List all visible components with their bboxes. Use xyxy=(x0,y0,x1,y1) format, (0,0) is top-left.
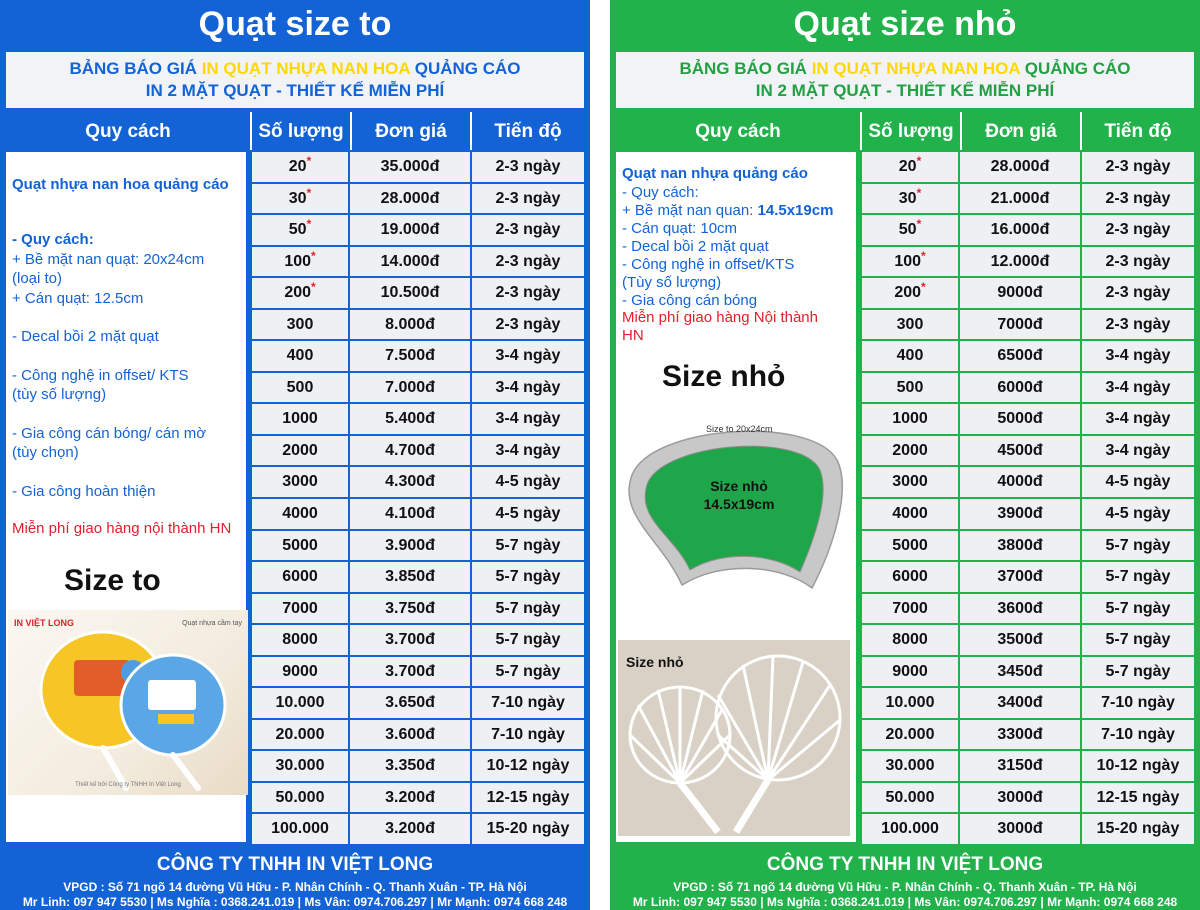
quantity-cell xyxy=(862,247,960,279)
quantity-value: 400 xyxy=(286,347,314,365)
price-cell: 6000đ xyxy=(960,373,1082,405)
lead-time-cell: 2-3 ngày xyxy=(1082,247,1194,279)
price-cell: 3000đ xyxy=(960,783,1082,815)
subhead-prefix: BẢNG BÁO GIÁ xyxy=(69,59,202,78)
quantity-cell xyxy=(862,436,960,468)
quantity-cell xyxy=(252,184,350,216)
quantity-value: 5000 xyxy=(282,536,318,554)
quantity-value: 10.000 xyxy=(885,694,935,712)
quantity-value: 100.000 xyxy=(271,820,329,838)
lead-time-cell: 2-3 ngày xyxy=(472,215,584,247)
lead-time-cell: 5-7 ngày xyxy=(1082,562,1194,594)
lead-time-cell: 2-3 ngày xyxy=(1082,152,1194,184)
lead-time-cell: 10-12 ngày xyxy=(1082,751,1194,783)
size-label: Size nhỏ xyxy=(662,360,786,393)
lead-time-cell: 2-3 ngày xyxy=(472,184,584,216)
table-row xyxy=(252,688,584,720)
table-row xyxy=(252,247,584,279)
quantity-value: 7000 xyxy=(282,599,318,617)
price-cell: 4.300đ xyxy=(350,467,472,499)
lead-time-cell: 2-3 ngày xyxy=(1082,184,1194,216)
company-name: CÔNG TY TNHH IN VIỆT LONG xyxy=(766,854,1044,875)
table-row xyxy=(862,341,1194,373)
quantity-value: 10.000 xyxy=(275,694,325,712)
table-row xyxy=(862,814,1194,846)
lead-time-cell: 2-3 ngày xyxy=(472,278,584,310)
quantity-value: 50.000 xyxy=(275,788,325,806)
quantity-cell xyxy=(862,814,960,846)
quantity-value: 9000 xyxy=(892,662,928,680)
spec-title: Quạt nhựa nan hoa quảng cáo xyxy=(12,176,229,193)
quantity-value: 500 xyxy=(896,378,924,396)
quantity-value: 100 xyxy=(894,252,922,270)
lead-time-cell: 12-15 ngày xyxy=(1082,783,1194,815)
header-spec: Quy cách xyxy=(616,112,862,150)
company-address: VPGD : Số 71 ngõ 14 đường Vũ Hữu - P. Nhân Chính - Q. Thanh Xuân - TP. Hà Nội xyxy=(63,880,527,894)
quantity-cell xyxy=(252,404,350,436)
quantity-value: 30 xyxy=(288,189,307,207)
table-row xyxy=(252,436,584,468)
spec-title: Quạt nan nhựa quảng cáo xyxy=(622,165,808,182)
price-cell: 3150đ xyxy=(960,751,1082,783)
quantity-value: 5000 xyxy=(892,536,928,554)
table-row xyxy=(252,499,584,531)
table-row xyxy=(862,720,1194,752)
spec-finish: - Gia công cán bóng/ cán mờ (tùy chọn) xyxy=(12,425,207,461)
quantity-value: 7000 xyxy=(892,599,928,617)
price-cell: 6500đ xyxy=(960,341,1082,373)
size-label: Size to xyxy=(64,564,161,597)
quantity-cell xyxy=(252,215,350,247)
quantity-value: 300 xyxy=(896,315,924,333)
lead-time-cell: 4-5 ngày xyxy=(472,499,584,531)
lead-time-cell: 5-7 ngày xyxy=(1082,594,1194,626)
table-row xyxy=(252,720,584,752)
lead-time-cell: 15-20 ngày xyxy=(472,814,584,846)
price-cell: 9000đ xyxy=(960,278,1082,310)
table-row xyxy=(862,373,1194,405)
spec-surface: + Bề mặt nan quạt: 20x24cm (loại to) xyxy=(12,251,205,287)
quantity-cell xyxy=(252,310,350,342)
photo-caption: Thiết kế bởi Công ty TNHH In Việt Long xyxy=(75,782,181,788)
header-quantity: Số lượng xyxy=(862,112,962,150)
quantity-value: 100.000 xyxy=(881,820,939,838)
table-row xyxy=(252,751,584,783)
table-header xyxy=(616,112,1194,150)
fan-frames-illustration xyxy=(618,640,850,836)
asterisk-mark: * xyxy=(311,248,316,263)
table-row xyxy=(252,467,584,499)
quantity-value: 30.000 xyxy=(275,757,325,775)
asterisk-mark: * xyxy=(916,185,922,200)
spec-surface xyxy=(622,201,833,220)
header-lead-time: Tiến độ xyxy=(1104,121,1172,142)
price-cell: 3700đ xyxy=(960,562,1082,594)
diagram-inner-label: Size nhỏ xyxy=(710,478,768,494)
spec-handle: - Cán quạt: 10cm xyxy=(622,220,738,237)
quantity-value: 500 xyxy=(286,378,314,396)
spec-surface-label: + Bề mặt nan quan: xyxy=(622,202,758,219)
price-cell: 3000đ xyxy=(960,814,1082,846)
table-row xyxy=(862,310,1194,342)
table-row xyxy=(862,152,1194,184)
quantity-value: 50 xyxy=(288,221,307,239)
price-panel-small xyxy=(610,0,1200,910)
quantity-cell xyxy=(252,373,350,405)
quantity-value: 400 xyxy=(896,347,924,365)
price-cell: 3.200đ xyxy=(350,814,472,846)
quantity-value: 3000 xyxy=(892,473,928,491)
quantity-value: 6000 xyxy=(892,568,928,586)
quantity-cell xyxy=(252,278,350,310)
quantity-value: 4000 xyxy=(892,505,928,523)
table-row xyxy=(252,814,584,846)
free-delivery-note: Miễn phí giao hàng Nội thành HN xyxy=(622,309,818,344)
header-price: Đơn giá xyxy=(962,112,1082,150)
quantity-value: 300 xyxy=(286,315,314,333)
table-row xyxy=(252,657,584,689)
quantity-value: 8000 xyxy=(892,631,928,649)
quantity-value: 20 xyxy=(898,158,917,175)
price-cell: 3.700đ xyxy=(350,657,472,689)
price-cell: 28.000đ xyxy=(350,184,472,216)
spec-description xyxy=(6,152,246,842)
quantity-cell xyxy=(862,310,960,342)
quantity-cell xyxy=(862,499,960,531)
quantity-cell xyxy=(252,751,350,783)
quantity-cell xyxy=(862,152,960,184)
quantity-cell xyxy=(862,278,960,310)
lead-time-cell: 7-10 ngày xyxy=(472,720,584,752)
asterisk-mark: * xyxy=(921,280,926,295)
price-table-subheading xyxy=(6,52,584,108)
lead-time-cell: 5-7 ngày xyxy=(1082,531,1194,563)
table-row xyxy=(252,310,584,342)
quantity-cell xyxy=(862,562,960,594)
quantity-cell xyxy=(252,562,350,594)
free-delivery-note: Miễn phí giao hàng nội thành HN xyxy=(12,520,232,537)
quantity-value: 20 xyxy=(288,158,307,175)
table-row xyxy=(862,467,1194,499)
spec-surface-size: 14.5x19cm xyxy=(757,202,834,219)
header-spec: Quy cách xyxy=(6,112,252,150)
footer xyxy=(616,846,1194,910)
product-photo-small xyxy=(618,640,850,836)
quantity-value: 20.000 xyxy=(885,725,935,743)
price-cell: 5.400đ xyxy=(350,404,472,436)
quantity-value: 100 xyxy=(284,252,312,270)
lead-time-cell: 2-3 ngày xyxy=(1082,278,1194,310)
quantity-cell xyxy=(862,751,960,783)
quantity-cell xyxy=(862,720,960,752)
table-row xyxy=(862,688,1194,720)
quantity-value: 1000 xyxy=(892,410,928,428)
table-row xyxy=(862,436,1194,468)
spec-finish: - Gia công cán bóng xyxy=(622,292,758,309)
quantity-value: 8000 xyxy=(282,631,318,649)
quantity-value: 9000 xyxy=(282,662,318,680)
price-cell: 10.500đ xyxy=(350,278,472,310)
table-row xyxy=(252,341,584,373)
table-row xyxy=(862,215,1194,247)
price-cell: 3500đ xyxy=(960,625,1082,657)
quantity-value: 30 xyxy=(898,189,917,207)
header-quantity: Số lượng xyxy=(252,112,352,150)
price-cell: 14.000đ xyxy=(350,247,472,279)
table-row xyxy=(252,531,584,563)
lead-time-cell: 2-3 ngày xyxy=(1082,310,1194,342)
table-row xyxy=(252,625,584,657)
quantity-value: 3000 xyxy=(282,473,318,491)
photo-label: Size nhỏ xyxy=(626,654,684,670)
lead-time-cell: 2-3 ngày xyxy=(472,152,584,184)
quantity-cell xyxy=(862,215,960,247)
table-row xyxy=(252,404,584,436)
lead-time-cell: 5-7 ngày xyxy=(472,531,584,563)
asterisk-mark: * xyxy=(916,217,922,232)
subhead-prefix: BẢNG BÁO GIÁ xyxy=(679,59,812,78)
quantity-value: 2000 xyxy=(282,441,318,459)
lead-time-cell: 2-3 ngày xyxy=(472,247,584,279)
lead-time-cell: 3-4 ngày xyxy=(1082,436,1194,468)
quantity-cell xyxy=(252,688,350,720)
quantity-value: 4000 xyxy=(282,505,318,523)
price-cell: 3900đ xyxy=(960,499,1082,531)
table-row xyxy=(252,594,584,626)
lead-time-cell: 15-20 ngày xyxy=(1082,814,1194,846)
price-cell: 3800đ xyxy=(960,531,1082,563)
asterisk-mark: * xyxy=(921,248,926,263)
price-rows xyxy=(252,152,584,846)
price-cell: 21.000đ xyxy=(960,184,1082,216)
quantity-cell xyxy=(252,467,350,499)
lead-time-cell: 5-7 ngày xyxy=(472,657,584,689)
asterisk-mark: * xyxy=(306,154,312,168)
subhead-line-2: IN 2 MẶT QUẠT - THIẾT KẾ MIỄN PHÍ xyxy=(755,81,1055,100)
quantity-cell xyxy=(862,341,960,373)
spec-heading: - Quy cách: xyxy=(12,231,94,248)
table-row xyxy=(862,783,1194,815)
table-row xyxy=(862,531,1194,563)
quantity-cell xyxy=(252,814,350,846)
company-name: CÔNG TY TNHH IN VIỆT LONG xyxy=(156,854,434,875)
price-cell: 16.000đ xyxy=(960,215,1082,247)
table-row xyxy=(862,594,1194,626)
lead-time-cell: 3-4 ngày xyxy=(1082,404,1194,436)
price-cell: 3.200đ xyxy=(350,783,472,815)
price-cell: 28.000đ xyxy=(960,152,1082,184)
table-row xyxy=(252,783,584,815)
quantity-cell xyxy=(862,531,960,563)
lead-time-cell: 7-10 ngày xyxy=(472,688,584,720)
table-header xyxy=(6,112,584,150)
lead-time-cell: 7-10 ngày xyxy=(1082,720,1194,752)
lead-time-cell: 12-15 ngày xyxy=(472,783,584,815)
subhead-line-2: IN 2 MẶT QUẠT - THIẾT KẾ MIỄN PHÍ xyxy=(145,81,445,100)
lead-time-cell: 2-3 ngày xyxy=(1082,215,1194,247)
quantity-cell xyxy=(252,783,350,815)
asterisk-mark: * xyxy=(916,154,922,168)
price-cell: 19.000đ xyxy=(350,215,472,247)
quantity-value: 50.000 xyxy=(885,788,935,806)
lead-time-cell: 3-4 ngày xyxy=(472,341,584,373)
quantity-cell xyxy=(862,688,960,720)
price-cell: 7.000đ xyxy=(350,373,472,405)
quantity-cell xyxy=(252,594,350,626)
table-row xyxy=(252,373,584,405)
company-phones: Mr Linh: 097 947 5530 | Ms Nghĩa : 0368.241.019 | Ms Vân: 0974.706.297 | Mr Mạnh: 0974 668 248 xyxy=(632,895,1178,909)
asterisk-mark: * xyxy=(306,185,312,200)
price-cell: 4000đ xyxy=(960,467,1082,499)
table-row xyxy=(252,184,584,216)
footer xyxy=(6,846,584,910)
quantity-cell xyxy=(252,625,350,657)
subhead-highlight: IN QUẠT NHỰA NAN HOA xyxy=(811,59,1021,78)
price-table-subheading xyxy=(616,52,1194,108)
lead-time-cell: 5-7 ngày xyxy=(1082,625,1194,657)
lead-time-cell: 5-7 ngày xyxy=(1082,657,1194,689)
price-cell: 3.750đ xyxy=(350,594,472,626)
quantity-cell xyxy=(252,657,350,689)
price-cell: 3300đ xyxy=(960,720,1082,752)
photo-brand: IN VIỆT LONG xyxy=(14,618,75,628)
table-row xyxy=(862,625,1194,657)
lead-time-cell: 3-4 ngày xyxy=(472,404,584,436)
price-cell: 35.000đ xyxy=(350,152,472,184)
quantity-value: 1000 xyxy=(282,410,318,428)
diagram-inner-size: 14.5x19cm xyxy=(703,496,775,512)
spec-heading: - Quy cách: xyxy=(622,184,699,201)
quantity-cell xyxy=(252,720,350,752)
lead-time-cell: 4-5 ngày xyxy=(472,467,584,499)
price-cell: 4500đ xyxy=(960,436,1082,468)
price-cell: 8.000đ xyxy=(350,310,472,342)
lead-time-cell: 7-10 ngày xyxy=(1082,688,1194,720)
quantity-cell xyxy=(862,467,960,499)
table-row xyxy=(252,215,584,247)
lead-time-cell: 2-3 ngày xyxy=(472,310,584,342)
price-cell: 3400đ xyxy=(960,688,1082,720)
quantity-value: 20.000 xyxy=(275,725,325,743)
quantity-cell xyxy=(252,341,350,373)
quantity-value: 2000 xyxy=(892,441,928,459)
spec-decal: - Decal bồi 2 mặt quạt xyxy=(12,328,159,345)
header-price: Đơn giá xyxy=(352,112,472,150)
price-cell: 3450đ xyxy=(960,657,1082,689)
subhead-suffix: QUẢNG CÁO xyxy=(1020,59,1131,78)
spec-handle: + Cán quạt: 12.5cm xyxy=(12,290,144,307)
spec-decal: - Decal bồi 2 mặt quạt xyxy=(622,238,769,255)
price-cell: 3.900đ xyxy=(350,531,472,563)
quantity-cell xyxy=(862,404,960,436)
price-cell: 4.100đ xyxy=(350,499,472,531)
lead-time-cell: 4-5 ngày xyxy=(1082,467,1194,499)
quantity-value: 200 xyxy=(284,284,312,302)
price-cell: 5000đ xyxy=(960,404,1082,436)
table-row xyxy=(862,247,1194,279)
diagram-outer-label: Size to 20x24cm xyxy=(706,424,773,434)
quantity-value: 30.000 xyxy=(885,757,935,775)
spec-tech: - Công nghệ in offset/KTS xyxy=(622,256,795,273)
quantity-cell xyxy=(252,152,350,184)
price-cell: 4.700đ xyxy=(350,436,472,468)
spec-description xyxy=(616,152,856,842)
quantity-cell xyxy=(252,499,350,531)
table-row xyxy=(252,278,584,310)
quantity-cell xyxy=(252,247,350,279)
price-cell: 3.850đ xyxy=(350,562,472,594)
price-rows xyxy=(862,152,1194,846)
table-row xyxy=(252,562,584,594)
subhead-suffix: QUẢNG CÁO xyxy=(410,59,521,78)
price-panel-large xyxy=(0,0,590,910)
quantity-cell xyxy=(862,594,960,626)
table-row xyxy=(862,751,1194,783)
table-row xyxy=(252,152,584,184)
table-row xyxy=(862,657,1194,689)
quantity-value: 200 xyxy=(894,284,922,302)
lead-time-cell: 3-4 ngày xyxy=(1082,341,1194,373)
panel-title: Quạt size to xyxy=(198,5,392,43)
photo-tag: Quạt nhựa cầm tay xyxy=(182,620,242,627)
table-row xyxy=(862,184,1194,216)
price-cell: 3.700đ xyxy=(350,625,472,657)
table-row xyxy=(862,404,1194,436)
panel-title: Quạt size nhỏ xyxy=(793,5,1017,43)
company-phones: Mr Linh: 097 947 5530 | Ms Nghĩa : 0368.241.019 | Ms Vân: 0974.706.297 | Mr Mạnh: 0974 668 248 xyxy=(22,895,568,909)
fan-photo-illustration xyxy=(8,610,248,795)
quantity-cell xyxy=(252,436,350,468)
price-cell: 3.350đ xyxy=(350,751,472,783)
quantity-cell xyxy=(862,625,960,657)
price-cell: 7000đ xyxy=(960,310,1082,342)
product-photo-large xyxy=(8,610,248,795)
lead-time-cell: 3-4 ngày xyxy=(1082,373,1194,405)
table-row xyxy=(862,278,1194,310)
quantity-cell xyxy=(862,783,960,815)
spec-complete: - Gia công hoàn thiện xyxy=(12,483,156,500)
asterisk-mark: * xyxy=(311,280,316,295)
price-cell: 12.000đ xyxy=(960,247,1082,279)
table-row xyxy=(862,562,1194,594)
lead-time-cell: 4-5 ngày xyxy=(1082,499,1194,531)
lead-time-cell: 5-7 ngày xyxy=(472,594,584,626)
subhead-highlight: IN QUẠT NHỰA NAN HOA xyxy=(201,59,411,78)
quantity-value: 6000 xyxy=(282,568,318,586)
quantity-value: 50 xyxy=(898,221,917,239)
lead-time-cell: 5-7 ngày xyxy=(472,625,584,657)
lead-time-cell: 10-12 ngày xyxy=(472,751,584,783)
lead-time-cell: 5-7 ngày xyxy=(472,562,584,594)
quantity-cell xyxy=(862,184,960,216)
quantity-cell xyxy=(862,657,960,689)
price-cell: 3.650đ xyxy=(350,688,472,720)
quantity-cell xyxy=(862,373,960,405)
company-address: VPGD : Số 71 ngõ 14 đường Vũ Hữu - P. Nhân Chính - Q. Thanh Xuân - TP. Hà Nội xyxy=(673,880,1137,894)
spec-tech: - Công nghệ in offset/ KTS (tùy số lượng) xyxy=(12,367,189,403)
lead-time-cell: 3-4 ngày xyxy=(472,373,584,405)
spec-quantity-note: (Tùy số lượng) xyxy=(622,274,722,291)
asterisk-mark: * xyxy=(306,217,312,232)
header-lead-time: Tiến độ xyxy=(494,121,562,142)
quantity-cell xyxy=(252,531,350,563)
price-cell: 3600đ xyxy=(960,594,1082,626)
lead-time-cell: 3-4 ngày xyxy=(472,436,584,468)
table-row xyxy=(862,499,1194,531)
price-cell: 7.500đ xyxy=(350,341,472,373)
price-cell: 3.600đ xyxy=(350,720,472,752)
